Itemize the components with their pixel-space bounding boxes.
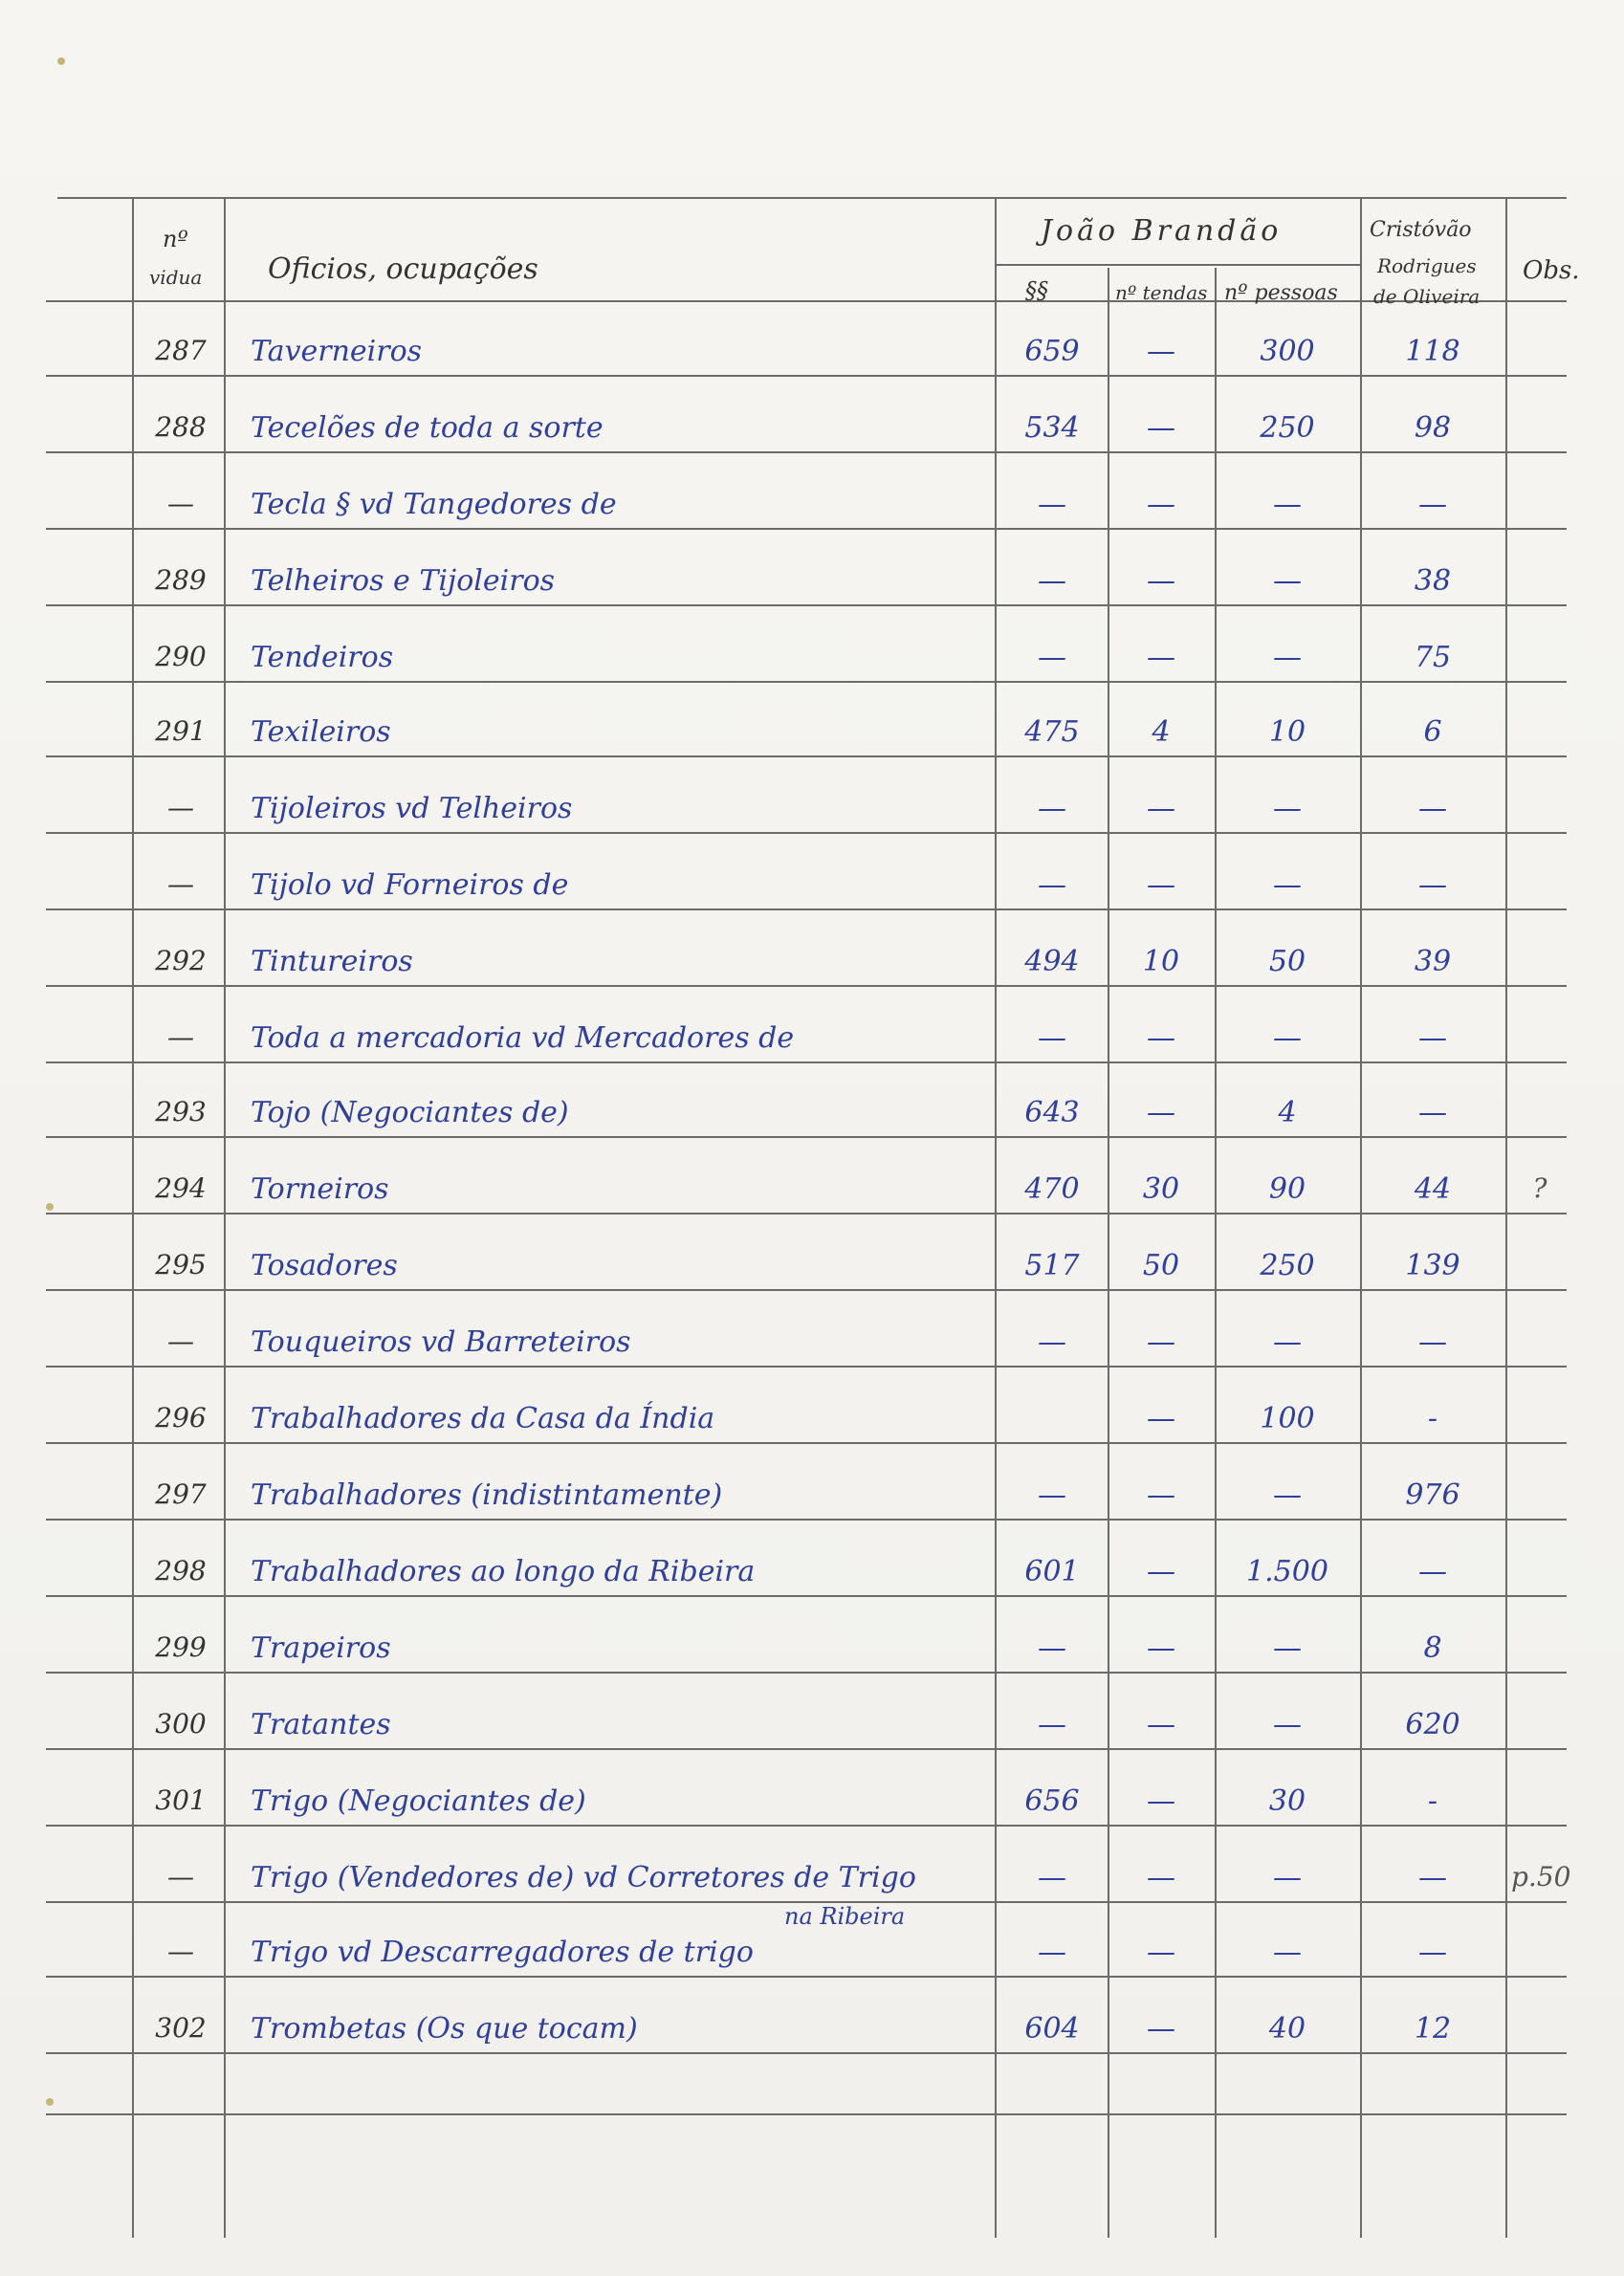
row-ss: — xyxy=(1038,1325,1066,1359)
row-pessoas: — xyxy=(1273,1861,1302,1894)
row-number: — xyxy=(167,488,194,519)
row-number: 299 xyxy=(155,1631,207,1663)
row-occupation: Trigo (Vendedores de) vd Corretores de Trigo xyxy=(251,1861,916,1894)
row-ss: — xyxy=(1038,1631,1066,1665)
row-number: — xyxy=(167,1021,194,1053)
row-rule xyxy=(46,1136,1567,1138)
row-number: — xyxy=(167,1325,194,1357)
row-rule xyxy=(46,681,1567,683)
row-pessoas: 250 xyxy=(1260,411,1315,445)
rule-bottom xyxy=(46,2113,1567,2115)
row-cristovao: 39 xyxy=(1414,945,1452,978)
row-cristovao: 6 xyxy=(1423,715,1442,749)
row-tendas: — xyxy=(1147,1555,1175,1588)
row-pessoas: 50 xyxy=(1268,945,1306,978)
row-ss: 604 xyxy=(1024,2012,1080,2046)
row-rule xyxy=(46,375,1567,377)
rule-pessoas-cr xyxy=(1360,197,1362,2238)
row-number: 292 xyxy=(155,945,207,976)
row-ss: — xyxy=(1038,1708,1066,1741)
row-pessoas: — xyxy=(1273,792,1302,825)
row-occupation: Trigo (Negociantes de) xyxy=(251,1784,586,1818)
row-occupation: Tratantes xyxy=(251,1708,391,1741)
row-number: 288 xyxy=(155,411,207,443)
row-pessoas: — xyxy=(1273,564,1302,598)
row-cristovao: 44 xyxy=(1414,1172,1452,1206)
row-cristovao: — xyxy=(1418,1325,1447,1359)
row-tendas: — xyxy=(1147,1861,1175,1894)
row-occupation: Touqueiros vd Barreteiros xyxy=(251,1325,631,1359)
header-cristovao-1: Cristóvão xyxy=(1370,218,1472,242)
row-occupation: Torneiros xyxy=(251,1172,389,1206)
row-rule xyxy=(46,2052,1567,2054)
row-cristovao: 75 xyxy=(1414,641,1452,674)
row-number: 295 xyxy=(155,1249,207,1280)
row-cristovao: — xyxy=(1418,1021,1447,1055)
row-number: 297 xyxy=(155,1478,207,1510)
row-occupation: Trabalhadores ao longo da Ribeira xyxy=(251,1555,756,1588)
row-cristovao: 620 xyxy=(1405,1708,1460,1741)
row-occupation: Telheiros e Tijoleiros xyxy=(251,564,556,598)
row-cristovao: — xyxy=(1418,1936,1447,1969)
row-tendas: — xyxy=(1147,1325,1175,1359)
row-cristovao: — xyxy=(1418,1861,1447,1894)
row-ss: 643 xyxy=(1024,1096,1080,1129)
row-tendas: — xyxy=(1147,1402,1175,1435)
row-ss: 601 xyxy=(1024,1555,1080,1588)
row-tendas: — xyxy=(1147,411,1175,445)
row-cristovao: — xyxy=(1418,1096,1447,1129)
row-ss: 534 xyxy=(1024,411,1080,445)
row-tendas: — xyxy=(1147,792,1175,825)
row-ss: — xyxy=(1038,641,1066,674)
header-no: nº xyxy=(163,226,188,252)
row-ss: 494 xyxy=(1024,945,1080,978)
row-pessoas: — xyxy=(1273,1325,1302,1359)
rule-ss-tendas xyxy=(1108,268,1109,2238)
row-rule xyxy=(46,1061,1567,1063)
row-occupation: Taverneiros xyxy=(251,335,423,368)
row-rule xyxy=(46,1442,1567,1444)
row-rule xyxy=(46,1976,1567,1978)
row-occupation: Tintureiros xyxy=(251,945,413,978)
row-cristovao: — xyxy=(1418,1555,1447,1588)
row-pessoas: 1.500 xyxy=(1246,1555,1328,1588)
row-cristovao: — xyxy=(1418,488,1447,521)
row-pessoas: 90 xyxy=(1268,1172,1306,1206)
header-cristovao-2: Rodrigues xyxy=(1377,254,1477,277)
row-number: 293 xyxy=(155,1096,207,1127)
row-occupation: Toda a mercadoria vd Mercadores de xyxy=(251,1021,795,1055)
row-tendas: — xyxy=(1147,1021,1175,1055)
row-occupation: Trombetas (Os que tocam) xyxy=(251,2012,638,2046)
row-pessoas: — xyxy=(1273,641,1302,674)
row-tendas: — xyxy=(1147,335,1175,368)
row-number: 294 xyxy=(155,1172,207,1204)
row-pessoas: 4 xyxy=(1278,1096,1297,1129)
row-occupation: Trabalhadores da Casa da Índia xyxy=(251,1402,715,1435)
row-ss: — xyxy=(1038,868,1066,902)
row-tendas: — xyxy=(1147,2012,1175,2046)
row-rule xyxy=(46,451,1567,453)
row-pessoas: — xyxy=(1273,1708,1302,1741)
row-number: 301 xyxy=(155,1784,207,1816)
row-pessoas: 30 xyxy=(1268,1784,1306,1818)
row-occupation: Tojo (Negociantes de) xyxy=(251,1096,569,1129)
row-tendas: — xyxy=(1147,1478,1175,1512)
row-pessoas: 250 xyxy=(1260,1249,1315,1282)
rule-left xyxy=(132,197,134,2238)
row-tendas: — xyxy=(1147,1096,1175,1129)
row-rule xyxy=(46,1519,1567,1521)
rule-top xyxy=(57,197,1567,199)
rule-no-name xyxy=(224,197,226,2238)
row-tendas: 30 xyxy=(1142,1172,1180,1206)
row-tendas: 50 xyxy=(1142,1249,1180,1282)
row-ss: 470 xyxy=(1024,1172,1080,1206)
row-ss: 517 xyxy=(1024,1249,1080,1282)
row-number: 287 xyxy=(155,335,207,366)
row-ss: — xyxy=(1038,564,1066,598)
header-pessoas: nº pessoas xyxy=(1224,281,1338,305)
row-occupation: Trigo vd Descarregadores de trigo xyxy=(251,1936,754,1969)
row-ss: — xyxy=(1038,1478,1066,1512)
row-tendas: — xyxy=(1147,1936,1175,1969)
row-pessoas: 100 xyxy=(1260,1402,1315,1435)
row-cristovao: 8 xyxy=(1423,1631,1442,1665)
row-rule xyxy=(46,1595,1567,1597)
header-tendas: nº tendas xyxy=(1115,281,1208,304)
row-ss: — xyxy=(1038,1021,1066,1055)
row-pessoas: — xyxy=(1273,1021,1302,1055)
row-cristovao: 118 xyxy=(1405,335,1460,368)
row-tendas: 10 xyxy=(1142,945,1180,978)
row-number: 289 xyxy=(155,564,207,596)
row-cristovao: 38 xyxy=(1414,564,1452,598)
row-rule xyxy=(46,1825,1567,1827)
row-obs: p.50 xyxy=(1511,1861,1571,1893)
row-pessoas: 40 xyxy=(1268,2012,1306,2046)
row-rule xyxy=(46,1213,1567,1215)
row-cristovao: 98 xyxy=(1414,411,1452,445)
row-number: 300 xyxy=(155,1708,207,1740)
row-pessoas: — xyxy=(1273,1936,1302,1969)
row-note: na Ribeira xyxy=(784,1903,906,1930)
row-number: 298 xyxy=(155,1555,207,1587)
row-ss: 475 xyxy=(1024,715,1080,749)
row-occupation: Tijolo vd Forneiros de xyxy=(251,868,569,902)
row-tendas: — xyxy=(1147,1784,1175,1818)
rule-tendas-pessoas xyxy=(1215,268,1217,2238)
row-ss: — xyxy=(1038,488,1066,521)
row-occupation: Texileiros xyxy=(251,715,391,749)
row-cristovao: — xyxy=(1418,868,1447,902)
row-rule xyxy=(46,985,1567,987)
rule-joao-sub xyxy=(995,264,1360,266)
row-rule xyxy=(46,908,1567,910)
row-tendas: — xyxy=(1147,868,1175,902)
header-obs: Obs. xyxy=(1523,256,1580,285)
row-number: 291 xyxy=(155,715,207,747)
row-occupation: Tijoleiros vd Telheiros xyxy=(251,792,573,825)
row-rule xyxy=(46,1672,1567,1674)
row-cristovao: — xyxy=(1418,792,1447,825)
row-occupation: Tecla § vd Tangedores de xyxy=(251,488,617,521)
row-number: — xyxy=(167,792,194,823)
rule-name-ss xyxy=(995,197,997,2238)
header-oficios: Oficios, ocupações xyxy=(268,252,538,286)
row-pessoas: — xyxy=(1273,1478,1302,1512)
row-ss: — xyxy=(1038,1936,1066,1969)
row-ss: — xyxy=(1038,792,1066,825)
row-tendas: — xyxy=(1147,488,1175,521)
row-occupation: Trapeiros xyxy=(251,1631,391,1665)
row-ss: — xyxy=(1038,1861,1066,1894)
row-pessoas: — xyxy=(1273,488,1302,521)
row-tendas: — xyxy=(1147,1708,1175,1741)
header-joao-brandao: João Brandão xyxy=(1041,214,1283,248)
row-pessoas: — xyxy=(1273,1631,1302,1665)
row-number: — xyxy=(167,1861,194,1893)
row-rule xyxy=(46,604,1567,606)
row-number: 302 xyxy=(155,2012,207,2044)
row-occupation: Tendeiros xyxy=(251,641,394,674)
row-cristovao: 12 xyxy=(1414,2012,1452,2046)
row-tendas: — xyxy=(1147,1631,1175,1665)
row-rule xyxy=(46,1748,1567,1750)
row-obs: ? xyxy=(1532,1172,1547,1204)
row-tendas: — xyxy=(1147,641,1175,674)
row-number: — xyxy=(167,868,194,900)
row-number: — xyxy=(167,1936,194,1967)
row-cristovao: - xyxy=(1427,1402,1438,1435)
row-cristovao: 139 xyxy=(1405,1249,1460,1282)
header-cristovao-3: de Oliveira xyxy=(1373,285,1481,308)
row-ss: 656 xyxy=(1024,1784,1080,1818)
row-number: 290 xyxy=(155,641,207,672)
row-number: 296 xyxy=(155,1402,207,1433)
row-rule xyxy=(46,528,1567,530)
row-rule xyxy=(46,1366,1567,1368)
rule-header-bottom xyxy=(46,300,1567,302)
row-occupation: Trabalhadores (indistintamente) xyxy=(251,1478,723,1512)
header-vidua: vidua xyxy=(149,266,203,289)
rule-cr-obs xyxy=(1505,197,1507,2238)
row-pessoas: 300 xyxy=(1260,335,1315,368)
row-cristovao: - xyxy=(1427,1784,1438,1818)
row-occupation: Tecelões de toda a sorte xyxy=(251,411,604,445)
row-pessoas: — xyxy=(1273,868,1302,902)
row-pessoas: 10 xyxy=(1268,715,1306,749)
row-ss: 659 xyxy=(1024,335,1080,368)
row-tendas: 4 xyxy=(1152,715,1171,749)
header-ss: §§ xyxy=(1025,277,1048,304)
row-rule xyxy=(46,1289,1567,1291)
row-rule xyxy=(46,755,1567,757)
row-rule xyxy=(46,832,1567,834)
row-cristovao: 976 xyxy=(1405,1478,1460,1512)
row-occupation: Tosadores xyxy=(251,1249,398,1282)
row-tendas: — xyxy=(1147,564,1175,598)
